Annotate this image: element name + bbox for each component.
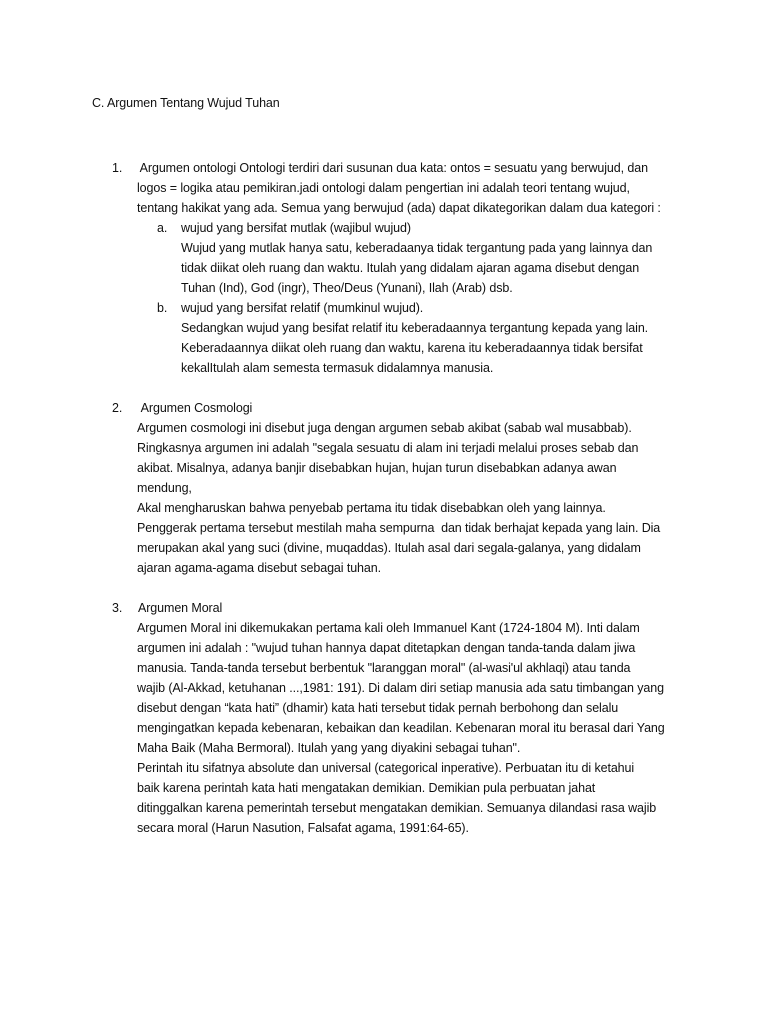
paragraph-line: tidak diikat oleh ruang dan waktu. Itulah yang didalam ajaran agama disebut dengan	[181, 261, 640, 275]
paragraph-line: Penggerak pertama tersebut mestilah maha sempurna dan tidak berhajat kepada yang lain. Dia	[137, 521, 661, 535]
section-heading: C. Argumen Tentang Wujud Tuhan	[92, 96, 280, 110]
paragraph-line: Akal mengharuskan bahwa penyebab pertama itu tidak disebabkan oleh yang lainnya.	[137, 501, 606, 515]
paragraph-line: Wujud yang mutlak hanya satu, keberadaanya tidak tergantung pada yang lainnya dan	[181, 241, 653, 255]
paragraph-line: tentang hakikat yang ada. Semua yang berwujud (ada) dapat dikategorikan dalam dua kategori :	[137, 201, 661, 215]
list-item-paragraph	[137, 618, 677, 838]
paragraph-line: merupakan akal yang suci (divine, muqaddas). Itulah asal dari segala-galanya, yang didalam	[137, 541, 641, 555]
list-item-number: 1.	[112, 161, 123, 175]
paragraph-line: mengingatkan kepada kebenaran, kebaikan dan keadilan. Kebenaran moral itu berasal dari Yang	[137, 721, 665, 735]
list-item-title: Argumen Cosmologi	[138, 401, 253, 415]
paragraph-line: logos = logika atau pemikiran.jadi ontologi dalam pengertian ini adalah teori tentang wujud,	[137, 181, 630, 195]
paragraph-line: Argumen cosmologi ini disebut juga dengan argumen sebab akibat (sabab wal musabbab).	[137, 421, 632, 435]
list-item-paragraph	[137, 418, 677, 578]
paragraph-line: ajaran agama-agama disebut sebagai tuhan.	[137, 561, 381, 575]
paragraph-line: Tuhan (Ind), God (ingr), Theo/Deus (Yunani), Ilah (Arab) dsb.	[181, 281, 513, 295]
paragraph-line: Sedangkan wujud yang besifat relatif itu keberadaannya tergantung kepada yang lain.	[181, 321, 649, 335]
sub-item-paragraph	[181, 218, 661, 298]
paragraph-line: manusia. Tanda-tanda tersebut berbentuk "laranggan moral" (al-wasi'ul akhlaqi) atau tanda	[137, 661, 631, 675]
paragraph-line: argumen ini adalah : "wujud tuhan hannya dapat ditetapkan dengan tanda-tanda dalam jiwa	[137, 641, 636, 655]
paragraph-line: Argumen ontologi Ontologi terdiri dari susunan dua kata: ontos = sesuatu yang berwujud, dan	[137, 161, 648, 175]
paragraph-line: Argumen Moral ini dikemukakan pertama kali oleh Immanuel Kant (1724-1804 M). Inti dalam	[137, 621, 640, 635]
list-item-paragraph	[137, 158, 677, 218]
paragraph-line: Keberadaannya diikat oleh ruang dan waktu, karena itu keberadaannya tidak bersifat	[181, 341, 643, 355]
paragraph-line: Perintah itu sifatnya absolute dan universal (categorical inperative). Perbuatan itu di ketahui	[137, 761, 635, 775]
paragraph-line: akibat. Misalnya, adanya banjir disebabkan hujan, hujan turun disebabkan adanya awan	[137, 461, 617, 475]
list-item-number: 3.	[112, 601, 123, 615]
paragraph-line: mendung,	[137, 481, 192, 495]
paragraph-line: Ringkasnya argumen ini adalah "segala sesuatu di alam ini terjadi melalui proses sebab dan	[137, 441, 639, 455]
list-item-number: 2.	[112, 401, 123, 415]
paragraph-line: kekalItulah alam semesta termasuk didalamnya manusia.	[181, 361, 494, 375]
paragraph-line: baik karena perintah kata hati mengatakan demikian. Demikian pula perbuatan jahat	[137, 781, 596, 795]
sub-item-letter: b.	[157, 301, 168, 315]
paragraph-line: wujud yang bersifat relatif (mumkinul wujud).	[181, 301, 424, 315]
paragraph-line: wajib (Al-Akkad, ketuhanan ...,1981: 191). Di dalam diri setiap manusia ada satu timbangan yang	[137, 681, 664, 695]
sub-item-letter: a.	[157, 221, 168, 235]
paragraph-line: Maha Baik (Maha Bermoral). Itulah yang yang diyakini sebagai tuhan".	[137, 741, 521, 755]
paragraph-line: disebut dengan “kata hati” (dhamir) kata hati tersebut tidak pernah berbohong dan selalu	[137, 701, 619, 715]
sub-item-paragraph	[181, 298, 661, 378]
paragraph-line: ditinggalkan karena pemerintah tersebut mengatakan demikian. Semuanya dilandasi rasa wajib	[137, 801, 657, 815]
list-item-title: Argumen Moral	[138, 601, 223, 615]
paragraph-line: wujud yang bersifat mutlak (wajibul wujud)	[181, 221, 411, 235]
paragraph-line: secara moral (Harun Nasution, Falsafat agama, 1991:64-65).	[137, 821, 469, 835]
